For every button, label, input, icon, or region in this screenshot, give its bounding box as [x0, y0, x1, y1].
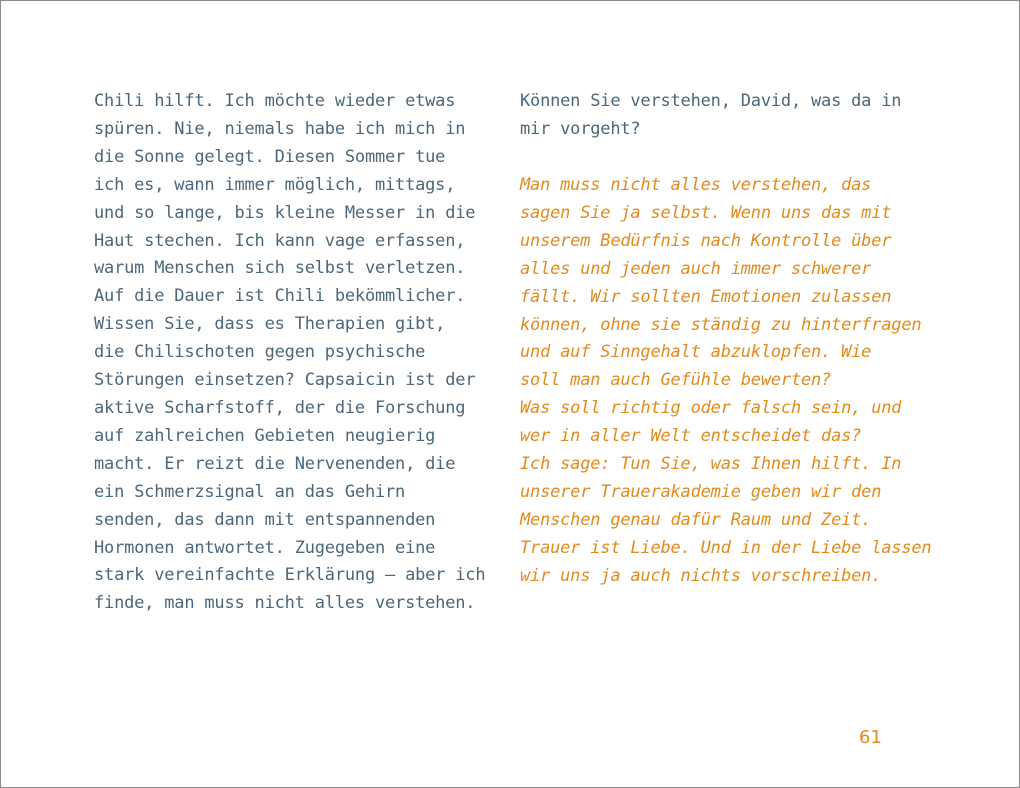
right-column-question: Können Sie verstehen, David, was da in mir vorgeht? [520, 91, 902, 139]
page-number: 61 [859, 727, 882, 748]
right-column-answer: Man muss nicht alles verstehen, das sagen Sie ja selbst. Wenn uns das mit unserem Bedürfnis nach Kontrolle über alles und jeden auch immer schwerer fällt. Wir sollten Emotionen zulassen können, ohne sie ständig zu hinterfragen und auf Sinngehalt abzuklopfen. Wie soll man auch Gefühle bewerten? Was soll richtig oder falsch sein, und wer in aller Welt entscheidet das? Ich sage: Tun Sie, was Ihnen hilft. In unserer Trauerakademie geben wir den Menschen genau dafür Raum und Zeit. Trauer ist Liebe. Und in der Liebe lassen wir uns ja auch nichts vorschreiben. [520, 175, 932, 586]
left-column-paragraph: Chili hilft. Ich möchte wieder etwas spüren. Nie, niemals habe ich mich in die Sonne gelegt. Diesen Sommer tue ich es, wann immer möglich, mittags, und so lange, bis kleine Messer in die Haut stechen. Ich kann vage erfassen, warum Menschen sich selbst verletzen. Auf die Dauer ist Chili bekömmlicher. Wissen Sie, dass es Therapien gibt, die Chilischoten gegen psychische Störungen einsetzen? Capsaicin ist der aktive Scharfstoff, der die Forschung auf zahlreichen Gebieten neugierig macht. Er reizt die Nervenenden, die ein Schmerzsignal an das Gehirn senden, das dann mit entspannenden Hormonen antwortet. Zugegeben eine stark vereinfachte Erklärung – aber ich finde, man muss nicht alles verstehen. [94, 91, 486, 614]
